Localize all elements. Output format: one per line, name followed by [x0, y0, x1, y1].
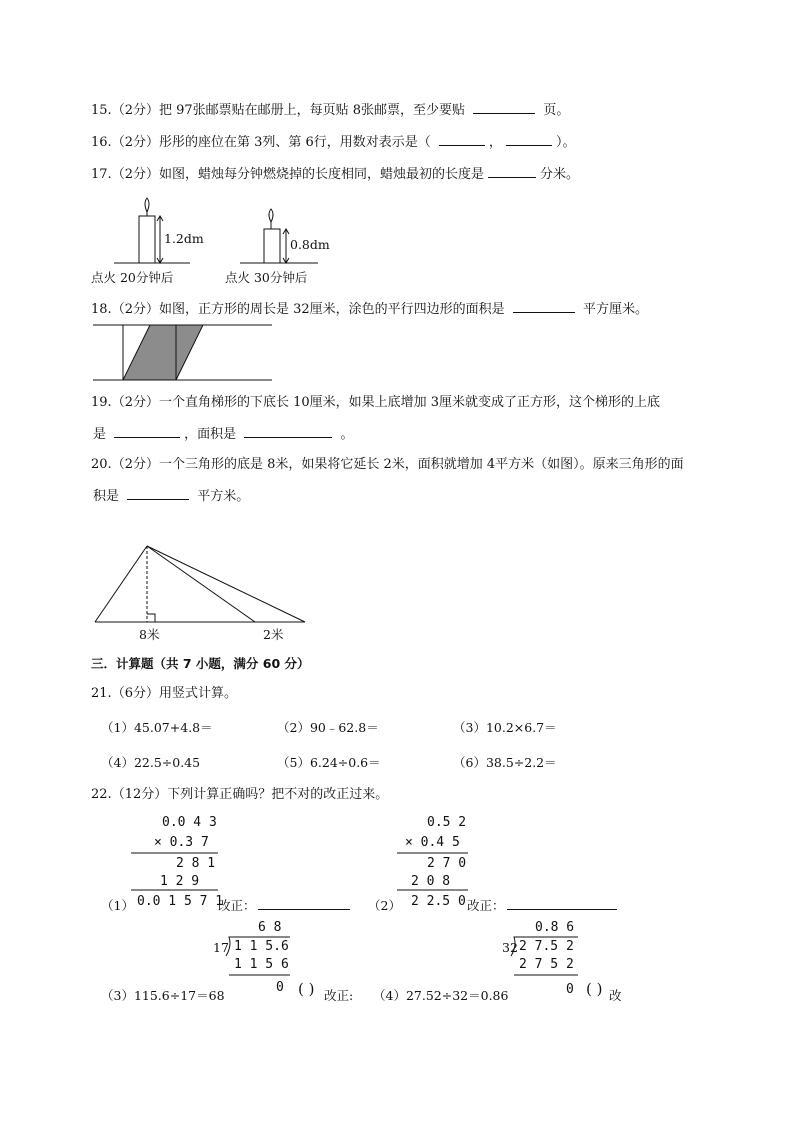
comma: ， [488, 135, 502, 150]
calc2-label: （2） [368, 898, 401, 913]
question-text: 如图，正方形的周长是 32厘米，涂色的平行四边形的面积是 [158, 302, 505, 317]
question-text-end: 页。 [543, 103, 570, 118]
calc-item-1: （1）45.07+4.8＝ [101, 720, 213, 735]
question-number: 21. [91, 686, 112, 701]
calc1-row4: 1 2 9 [160, 874, 200, 889]
question-text: 彤彤的座位在第 3列、第 6行，用数对表示是（ [158, 135, 431, 150]
question-score: （2分） [111, 302, 159, 317]
candle-2-length: 0.8dm [290, 237, 330, 252]
question-text-end: 分米。 [539, 167, 579, 182]
calc1-row5: 0.0 1 5 7 1 [137, 894, 224, 909]
question-number: 22. [91, 787, 112, 802]
question-score: （12分） [111, 787, 168, 802]
calc3-quotient: 6 8 [258, 920, 282, 935]
question-number: 15. [91, 103, 112, 118]
calc1-row2: × 0.3 7 [154, 835, 209, 850]
calc3-label: （3）115.6÷17＝68 [101, 988, 225, 1003]
calc4-divisor: 32 [502, 940, 518, 955]
calc-item-5: （5）6.24÷0.6＝ [277, 755, 381, 770]
section-heading: 三．计算题（共 7 小题，满分 60 分） [91, 656, 310, 671]
question-text: 一个直角梯形的下底长 10厘米，如果上底增加 3厘米就变成了正方形，这个梯形的上底 [158, 395, 661, 410]
question-text-end: ）。 [555, 135, 576, 150]
calc3-paren[interactable]: ( ) [298, 980, 315, 998]
calc4-bracket [511, 937, 578, 956]
calc-item-4: （4）22.5÷0.45 [101, 755, 201, 770]
question-score: （2分） [111, 457, 159, 472]
question-score: （6分） [111, 686, 159, 701]
calc2-row2: × 0.4 5 [405, 835, 460, 850]
fix-label: 改正： [467, 898, 505, 913]
extension-label: 2米 [263, 627, 284, 642]
question-text: 把 97张邮票贴在邮册上，每页贴 8张邮票，至少要贴 [158, 103, 466, 118]
calc3-dividend: 1 1 5.6 [234, 939, 289, 954]
question-text: 一个三角形的底是 8米，如果将它延长 2米，面积就增加 4平方米（如图）。原来三角形的面 [158, 457, 684, 472]
question-number: 18. [91, 302, 112, 317]
question-text-end: 。 [340, 427, 354, 442]
question-number: 19. [91, 395, 112, 410]
fix-label: 改正： [218, 898, 256, 913]
calc2-row3: 2 7 0 [427, 856, 467, 871]
calc-item-3: （3）10.2×6.7＝ [453, 720, 557, 735]
calc3-fix: 改正: [324, 988, 354, 1003]
question-number: 20. [91, 457, 112, 472]
base-label: 8米 [139, 627, 160, 642]
question-text: 下列计算正确吗？把不对的改正过来。 [167, 787, 389, 802]
question-text-end: 平方厘米。 [582, 302, 648, 317]
calc4-paren[interactable]: ( ) [586, 980, 603, 998]
calc3-bracket [226, 937, 290, 956]
calc4-remainder: 0 [566, 982, 574, 997]
question-number: 16. [91, 135, 112, 150]
calc1-label: （1） [101, 898, 134, 913]
calc4-quotient: 0.8 6 [535, 920, 575, 935]
question-text: 积是 [93, 489, 120, 504]
candle-1-length: 1.2dm [164, 231, 204, 246]
calc3-remainder: 0 [276, 980, 284, 995]
question-text: 用竖式计算。 [158, 686, 237, 701]
question-text: 如图，蜡烛每分钟燃烧掉的长度相同，蜡烛最初的长度是 [158, 167, 484, 182]
calc3-subtract: 1 1 5 6 [234, 957, 289, 972]
candle-2-caption: 点火 30分钟后 [225, 270, 308, 285]
question-text: 是 [93, 427, 107, 442]
calc-item-6: （6）38.5÷2.2＝ [453, 755, 557, 770]
calc2-row4: 2 0 8 [411, 874, 451, 889]
question-text: ，面积是 [184, 427, 237, 442]
calc3-divisor: 17 [213, 940, 229, 955]
calc2-row5: 2 2.5 0 [411, 894, 466, 909]
candle-1-caption: 点火 20分钟后 [91, 270, 174, 285]
question-score: （2分） [111, 135, 159, 150]
question-score: （2分） [111, 167, 159, 182]
calc2-row1: 0.5 2 [427, 815, 467, 830]
calc-item-2: （2）90﹣62.8＝ [277, 720, 379, 735]
calc4-subtract: 2 7 5 2 [519, 957, 574, 972]
calc4-label: （4）27.52÷32＝0.86 [373, 988, 509, 1003]
calc4-fix: 改 [609, 988, 622, 1003]
calc1-row1: 0.0 4 3 [162, 815, 217, 830]
calc1-row3: 2 8 1 [176, 856, 216, 871]
question-score: （2分） [111, 395, 159, 410]
calc4-dividend: 2 7.5 2 [519, 939, 574, 954]
question-score: （2分） [111, 103, 159, 118]
question-number: 17. [91, 167, 112, 182]
question-text-end: 平方米。 [197, 489, 250, 504]
